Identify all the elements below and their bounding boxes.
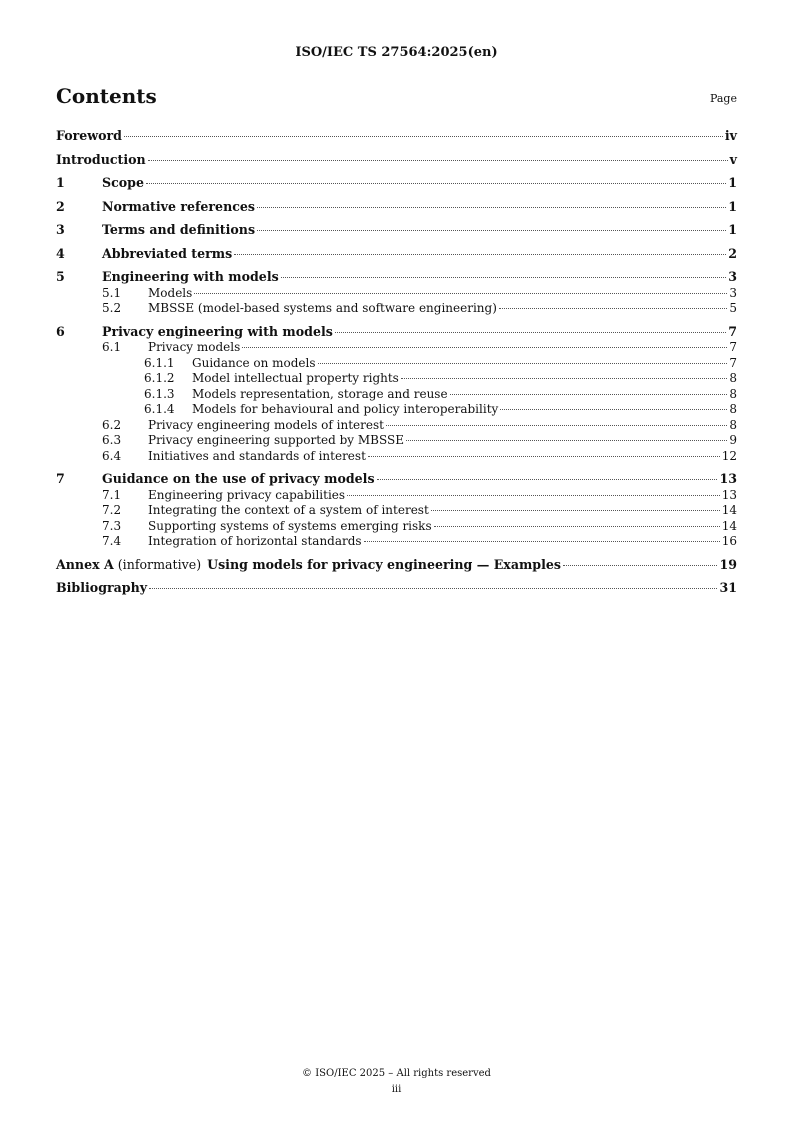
toc-entry-page[interactable]: 1: [728, 198, 737, 214]
dot-leader: [335, 331, 726, 333]
toc-entry-number: 6.1: [102, 340, 122, 354]
toc-entry[interactable]: [56, 286, 737, 300]
toc-entry[interactable]: [56, 449, 737, 463]
toc-entry-qualifier: (informative): [117, 556, 202, 572]
dot-leader: [406, 439, 727, 441]
toc-entry-number: 2: [56, 198, 65, 214]
toc-entry[interactable]: [56, 223, 737, 237]
dot-leader: [364, 540, 720, 542]
toc-entry[interactable]: [56, 270, 737, 284]
toc-entry-label[interactable]: MBSSE (model-based systems and software engineering): [148, 301, 497, 315]
dot-leader: [563, 564, 717, 566]
toc-entry-number: 6.3: [102, 433, 122, 447]
toc-entry-page[interactable]: 7: [729, 340, 737, 354]
toc-entry-label[interactable]: Scope: [102, 175, 144, 190]
dot-leader: [450, 393, 728, 395]
toc-entry-page[interactable]: 31: [719, 580, 737, 595]
dot-leader: [347, 494, 720, 496]
toc-entry-label[interactable]: Introduction: [56, 151, 146, 167]
toc-entry-number: 7.1: [102, 487, 122, 502]
toc-entry[interactable]: [56, 402, 737, 416]
toc-entry-label[interactable]: Integrating the context of a system of interest: [148, 503, 429, 517]
dot-leader: [500, 408, 727, 410]
toc-entry[interactable]: [56, 371, 737, 385]
toc-entry-label[interactable]: Guidance on models: [192, 355, 316, 370]
toc-entry-number: 5.2: [102, 301, 122, 315]
toc-entry-number: 6.4: [102, 448, 122, 463]
toc-entry-number: 1: [56, 175, 65, 190]
toc-entry-page[interactable]: 9: [729, 433, 737, 447]
toc-entry-page[interactable]: 16: [721, 534, 737, 548]
toc-entry-page[interactable]: 8: [729, 371, 737, 385]
toc-entry-page[interactable]: 7: [729, 355, 737, 370]
toc-entry-label[interactable]: Abbreviated terms: [102, 245, 233, 261]
toc-entry-label[interactable]: Privacy engineering supported by MBSSE: [148, 433, 404, 447]
dot-leader: [234, 253, 726, 255]
toc-entry-page[interactable]: 12: [721, 448, 737, 463]
dot-leader: [149, 587, 717, 589]
toc-entry-label[interactable]: Engineering privacy capabilities: [148, 487, 346, 502]
toc-entry[interactable]: [56, 558, 737, 572]
toc-entry-label[interactable]: Using models for privacy engineering — Examples: [207, 556, 561, 572]
toc-entry[interactable]: [56, 129, 737, 143]
toc-entry-page[interactable]: 2: [728, 245, 737, 261]
toc-entry-number: 5: [56, 269, 65, 284]
toc-entry[interactable]: [56, 301, 737, 315]
toc-entry-page[interactable]: 8: [729, 417, 737, 432]
title-row: [56, 84, 737, 112]
toc-entry-label[interactable]: Foreword: [56, 128, 122, 143]
toc-entry-page[interactable]: 8: [729, 402, 737, 416]
toc-entry-number: 6.1.1: [144, 355, 175, 370]
toc-entry-page[interactable]: 14: [721, 503, 737, 517]
toc-entry-number: 7.2: [102, 503, 122, 517]
toc-entry[interactable]: [56, 387, 737, 401]
toc-entry-label[interactable]: Supporting systems of systems emerging risks: [148, 518, 432, 533]
toc-entry[interactable]: [56, 519, 737, 533]
toc-entry-label[interactable]: Terms and definitions: [102, 222, 256, 237]
page-footer: [0, 1066, 793, 1098]
toc-entry-number: 6.2: [102, 417, 122, 432]
toc-entry-number: 6: [56, 323, 65, 339]
toc-entry-number: 6.1.2: [144, 371, 175, 385]
toc-entry[interactable]: [56, 418, 737, 432]
toc-entry-number: 4: [56, 245, 65, 261]
dot-leader: [499, 307, 727, 309]
toc-entry-number: 7.3: [102, 518, 122, 533]
toc-entry-number: 5.1: [102, 285, 122, 300]
toc-entry-number: Annex A: [56, 556, 114, 572]
dot-leader: [148, 159, 728, 161]
toc-entry-label[interactable]: Models: [148, 285, 193, 300]
toc-entry[interactable]: [56, 581, 737, 595]
dot-leader: [124, 135, 723, 137]
toc-entry-page[interactable]: v: [729, 151, 737, 167]
dot-leader: [242, 346, 727, 348]
dot-leader: [257, 206, 726, 208]
toc-entry-page[interactable]: 8: [729, 386, 737, 401]
dot-leader: [257, 229, 726, 231]
dot-leader: [386, 424, 727, 426]
copyright-notice: © ISO/IEC 2025 – All rights reserved: [302, 1068, 491, 1079]
toc-entry[interactable]: [56, 356, 737, 370]
toc-entry[interactable]: [56, 472, 737, 486]
toc-entry-page[interactable]: 1: [728, 222, 737, 237]
toc-entry-label[interactable]: Bibliography: [56, 580, 148, 595]
toc-entry-number: 3: [56, 222, 65, 237]
dot-leader: [281, 276, 727, 278]
toc-entry-number: 6.1.4: [144, 402, 175, 416]
toc-entry-label[interactable]: Normative references: [102, 198, 256, 214]
dot-leader: [194, 292, 727, 294]
toc-entry-page[interactable]: 19: [719, 556, 737, 572]
toc-entry-label[interactable]: Integration of horizontal standards: [148, 534, 362, 548]
toc-entry[interactable]: [56, 433, 737, 447]
toc-entry[interactable]: [56, 153, 737, 167]
toc-entry[interactable]: [56, 325, 737, 339]
dot-leader: [434, 525, 720, 527]
dot-leader: [368, 455, 720, 457]
dot-leader: [146, 182, 726, 184]
toc-entry-number: 7: [56, 471, 65, 486]
page-title: Contents: [56, 84, 157, 108]
document-header: ISO/IEC TS 27564:2025(en): [295, 45, 498, 60]
toc-entry[interactable]: [56, 340, 737, 354]
toc-entry[interactable]: [56, 534, 737, 548]
toc-entry[interactable]: [56, 200, 737, 214]
toc-entry-page[interactable]: 1: [728, 175, 737, 190]
toc-entry-label[interactable]: Models representation, storage and reuse: [192, 386, 448, 401]
toc-entry-label[interactable]: Engineering with models: [102, 269, 279, 284]
toc-entry-page[interactable]: 3: [728, 269, 737, 284]
toc-entry-page[interactable]: 3: [729, 285, 737, 300]
table-of-contents: [56, 129, 737, 595]
toc-entry-page[interactable]: 13: [719, 471, 737, 486]
toc-entry-label[interactable]: Model intellectual property rights: [192, 371, 399, 385]
toc-entry[interactable]: [56, 247, 737, 261]
toc-entry-label[interactable]: Guidance on the use of privacy models: [102, 471, 375, 486]
toc-entry-page[interactable]: iv: [724, 128, 737, 143]
dot-leader: [318, 362, 728, 364]
toc-entry-page[interactable]: 5: [729, 301, 737, 315]
dot-leader: [401, 377, 728, 379]
toc-entry[interactable]: [56, 488, 737, 502]
toc-entry-label[interactable]: Initiatives and standards of interest: [148, 448, 366, 463]
toc-entry-number: 7.4: [102, 534, 122, 548]
toc-entry-number: 6.1.3: [144, 386, 175, 401]
dot-leader: [431, 509, 720, 511]
toc-entry-page[interactable]: 13: [721, 487, 737, 502]
toc-entry-label[interactable]: Privacy engineering with models: [102, 323, 333, 339]
toc-entry-page[interactable]: 14: [721, 518, 737, 533]
toc-entry-label[interactable]: Models for behavioural and policy interoperability: [192, 402, 499, 416]
page-number: iii: [391, 1084, 402, 1095]
dot-leader: [377, 478, 718, 480]
page-column-label: Page: [709, 92, 737, 105]
toc-entry[interactable]: [56, 503, 737, 517]
toc-entry-label[interactable]: Privacy engineering models of interest: [148, 417, 384, 432]
toc-entry-label[interactable]: Privacy models: [148, 340, 241, 354]
toc-entry-page[interactable]: 7: [728, 323, 737, 339]
toc-entry[interactable]: [56, 176, 737, 190]
